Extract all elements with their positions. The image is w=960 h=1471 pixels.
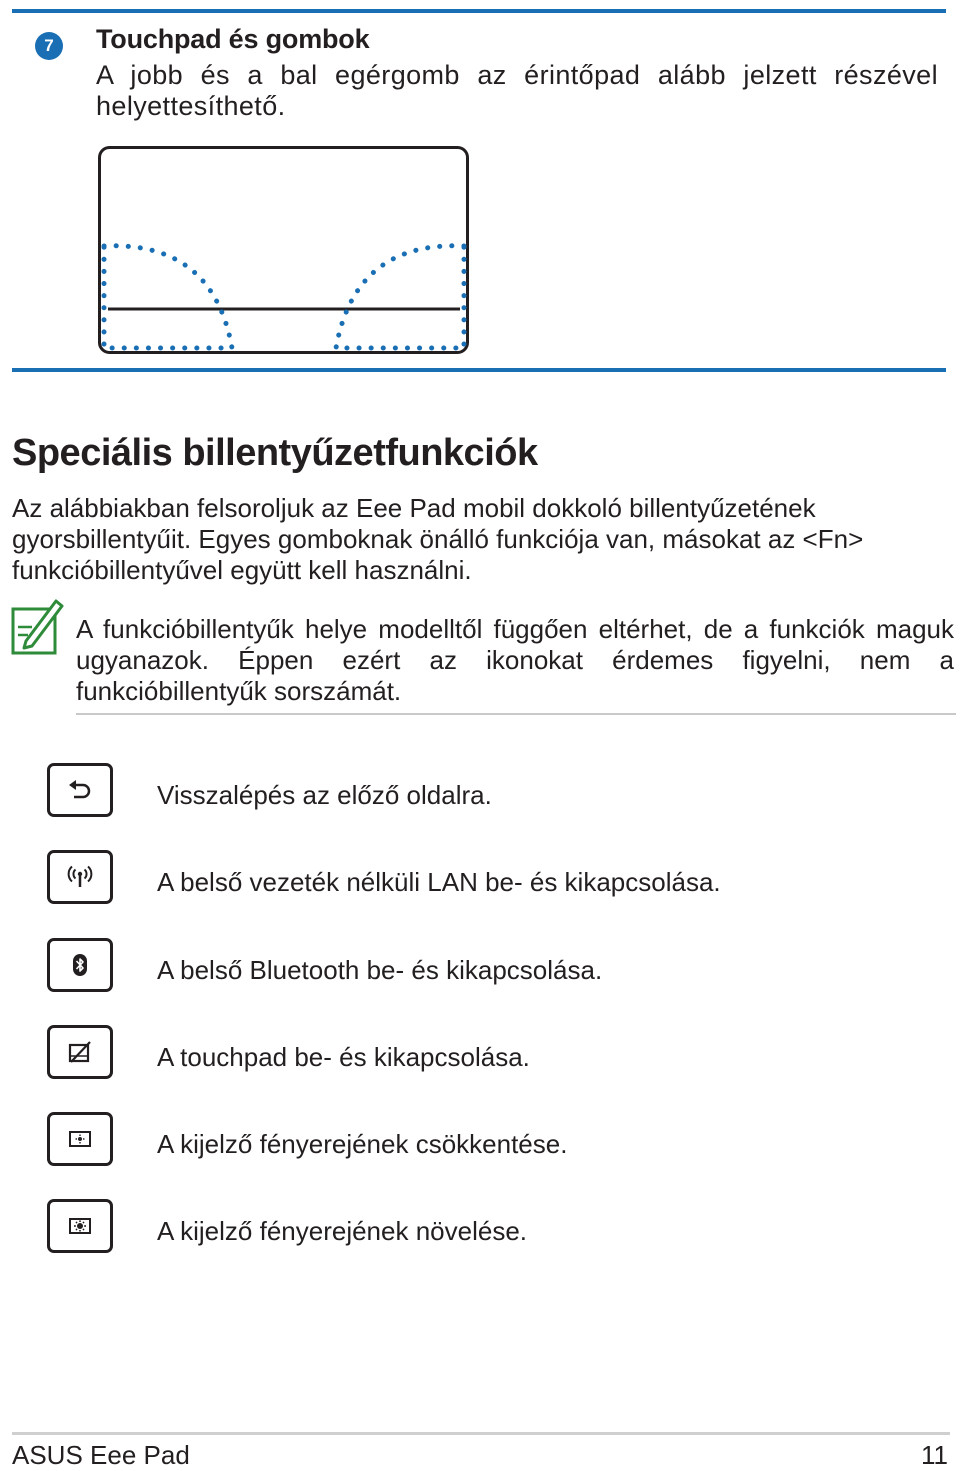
footer-page-number: 11 [921, 1440, 948, 1470]
back-key-label: Visszalépés az előző oldalra. [157, 780, 492, 810]
brightness-down-key [47, 1112, 113, 1166]
top-divider [12, 9, 946, 13]
touchpad-section-title: Touchpad és gombok [96, 24, 370, 54]
touchpad-toggle-key-label: A touchpad be- és kikapcsolása. [157, 1042, 530, 1072]
wireless-icon [67, 865, 93, 889]
note-divider [76, 713, 956, 715]
brightness-up-key [47, 1199, 113, 1253]
back-key [47, 763, 113, 817]
touchpad-toggle-key [47, 1025, 113, 1079]
bluetooth-key-label: A belső Bluetooth be- és kikapcsolása. [157, 955, 603, 985]
wireless-key-label: A belső vezeték nélküli LAN be- és kikapcsolása. [157, 867, 721, 897]
special-keys-intro: Az alábbiakban felsoroljuk az Eee Pad mobil dokkoló billentyűzetének gyorsbillentyűit. Egyes gomboknak önálló funkciója van, másokat az <Fn> funkcióbillentyűvel együtt kell használni. [12, 493, 864, 585]
touchpad-toggle-icon [68, 1040, 92, 1064]
note-pencil-icon [10, 597, 64, 657]
brightness-down-icon [68, 1129, 92, 1149]
section-divider [12, 368, 946, 372]
touchpad-outline [100, 148, 468, 353]
wireless-key [47, 850, 113, 904]
bluetooth-key [47, 938, 113, 992]
note-text: A funkcióbillentyűk helye modelltől függően eltérhet, de a funkciók maguk ugyanazok. Éppen ezért az ikonokat érdemes figyelni, nem a funkcióbillentyűk sorszámát. [76, 614, 954, 706]
back-arrow-icon [68, 779, 92, 801]
footer-divider [12, 1432, 950, 1435]
brightness-down-key-label: A kijelző fényerejének csökkentése. [157, 1129, 568, 1159]
special-keys-title: Speciális billentyűzetfunkciók [12, 432, 538, 474]
touchpad-section-description: A jobb és a bal egérgomb az érintőpad alább jelzett részével helyettesíthető. [96, 60, 938, 121]
brightness-up-icon [68, 1216, 92, 1236]
touchpad-illustration [98, 146, 470, 356]
bluetooth-icon [72, 953, 88, 977]
footer-product-name: ASUS Eee Pad [12, 1440, 190, 1470]
brightness-up-key-label: A kijelző fényerejének növelése. [157, 1216, 528, 1246]
step-number-badge: 7 [35, 32, 63, 60]
